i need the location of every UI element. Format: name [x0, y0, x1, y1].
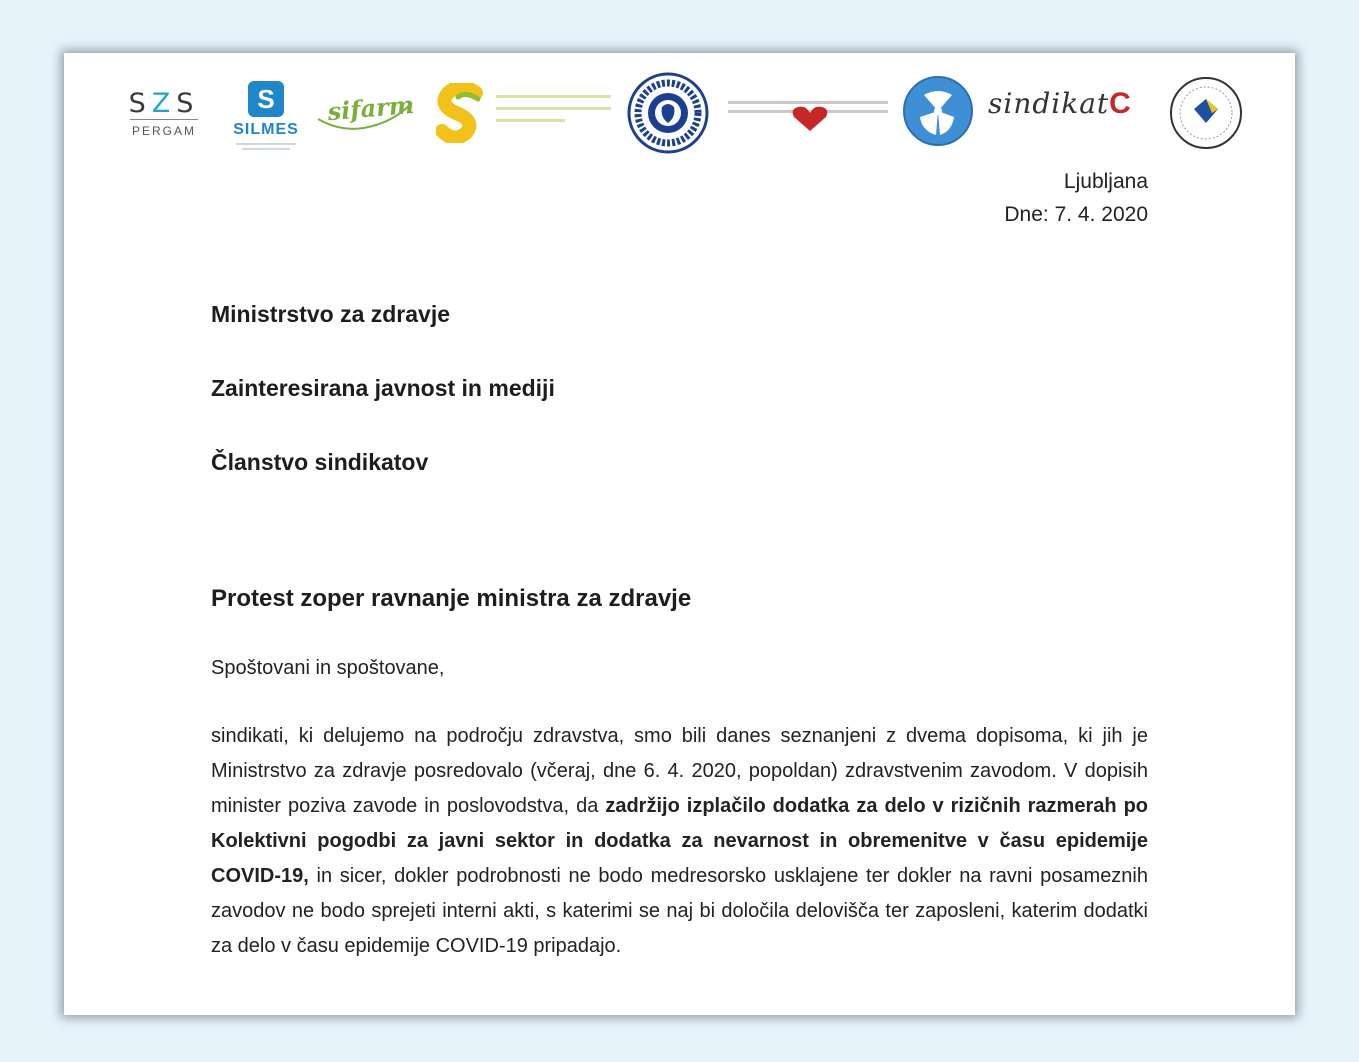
szs-logo-text: SZS	[128, 88, 200, 119]
heart-icon	[790, 105, 830, 133]
city: Ljubljana	[1063, 170, 1148, 193]
body-text-part-1: sindikati, ki delujemo na področju zdravstva, smo bili danes seznanjeni z dvema dopisoma, ki jih je Ministrstvo za zdravje posredovalo (včeraj, dne 6. 4. 2020, popoldan) zdravstvenim zavodom. V dopisih minister poziva zavode in poslovodstva, da	[211, 725, 1148, 817]
szsvs-logo-text	[496, 95, 611, 131]
nurses-text-line-1	[728, 101, 888, 104]
sifarm-logo	[316, 89, 416, 139]
silmes-fine-print	[236, 143, 296, 145]
sindikat-logo	[988, 87, 1158, 135]
sindikat-logo-text: sindikat	[988, 87, 1110, 120]
union-logos-bar	[64, 53, 1295, 173]
szsvs-text-line-1	[496, 95, 611, 98]
silmes-fine-print-2	[242, 148, 290, 150]
sifarm-swoosh-icon	[316, 89, 416, 139]
recipient-ministry: Ministrstvo za zdravje	[211, 301, 451, 327]
sindikat-c-mark-icon: C	[1109, 87, 1131, 120]
letter-greeting: Spoštovani in spoštovane,	[211, 657, 445, 679]
letter-page	[64, 53, 1295, 1015]
szsvs-logo	[436, 83, 616, 143]
szs-pergam-logo	[124, 89, 204, 149]
body-text-part-2: in sicer, dokler podrobnosti ne bodo medresorsko usklajene ter dokler na ravni posameznih zavodov ne bodo sprejeti interni akti, s katerimi se naj bi določila delovišča ter zaposleni, katerim dodatki za delo v času epidemije COVID-19 pripadajo.	[211, 865, 1148, 957]
szs-logo-rule	[130, 119, 198, 120]
silmes-logo	[226, 81, 306, 163]
letter-body-paragraph	[211, 719, 1148, 964]
spuzc-seal-icon	[1168, 75, 1244, 151]
nurses-union-logo	[728, 99, 888, 135]
date: Dne: 7. 4. 2020	[1004, 203, 1148, 226]
radiology-union-logo	[902, 75, 974, 147]
silmes-logo-text: SILMES	[233, 121, 299, 138]
spuzc-seal-logo	[1168, 75, 1244, 151]
szs-logo-subtext: PERGAM	[131, 124, 196, 138]
body-text-bold: zadržijo izplačilo dodatka za delo v rizičnih razmerah po Kolektivni pogodbi za javni sektor in dodatka za nevarnost in obremenitve v času epidemije COVID-19,	[211, 795, 1149, 887]
place-date-block	[1004, 165, 1148, 231]
round-seal-icon	[626, 71, 710, 155]
letter-subject: Protest zoper ravnanje ministra za zdravje	[211, 585, 692, 612]
recipient-membership: Članstvo sindikatov	[211, 449, 429, 475]
radiation-fan-icon	[902, 75, 974, 147]
recipient-public-media: Zainteresirana javnost in mediji	[211, 375, 555, 401]
round-seal-logo	[626, 71, 710, 155]
big-s-icon	[436, 83, 486, 143]
szsvs-text-line-2	[496, 107, 611, 110]
sifarm-logo-text: sifarm	[326, 89, 416, 127]
szsvs-text-line-3	[496, 119, 565, 122]
silmes-emblem-icon: S	[248, 81, 284, 117]
